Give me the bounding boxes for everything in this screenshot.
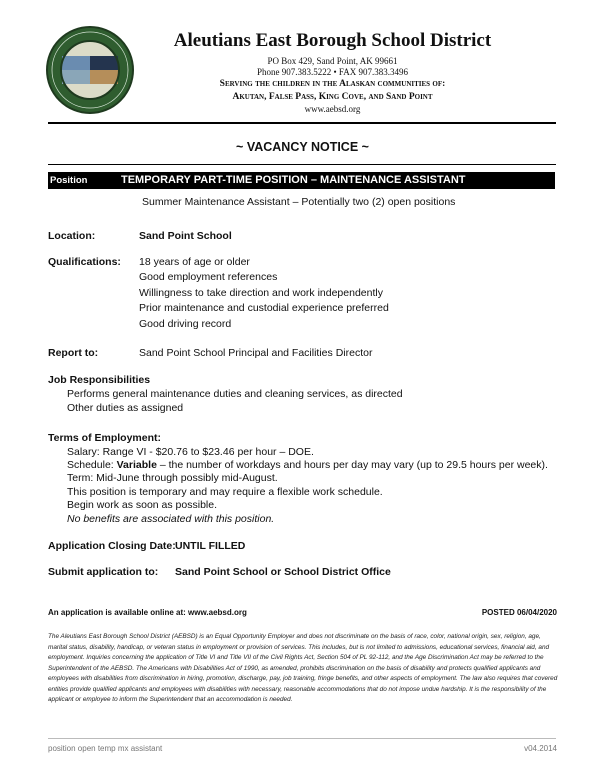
qualification-item: Prior maintenance and custodial experience preferred bbox=[139, 302, 389, 314]
terms-salary: Salary: Range VI - $20.76 to $23.46 per hour – DOE. bbox=[67, 446, 314, 458]
qualification-item: 18 years of age or older bbox=[139, 256, 250, 268]
submit-value: Sand Point School or School District Office bbox=[175, 566, 391, 578]
terms-begin: Begin work as soon as possible. bbox=[67, 499, 217, 511]
district-header bbox=[0, 30, 605, 115]
qualifications-label: Qualifications: bbox=[48, 256, 121, 268]
report-to-label: Report to: bbox=[48, 347, 99, 359]
position-bar bbox=[48, 172, 555, 189]
position-title: TEMPORARY PART-TIME POSITION – MAINTENANCE ASSISTANT bbox=[121, 174, 466, 186]
header-divider bbox=[48, 122, 556, 124]
closing-date-label: Application Closing Date: bbox=[48, 540, 176, 552]
location-label: Location: bbox=[48, 230, 96, 242]
application-online-note: An application is available online at: www.aebsd.org bbox=[48, 608, 247, 617]
closing-date-value: UNTIL FILLED bbox=[175, 540, 246, 552]
qualification-item: Good employment references bbox=[139, 271, 278, 283]
serving-line-1: Serving the children in the Alaskan communities of: bbox=[219, 79, 446, 89]
district-website: www.aebsd.org bbox=[304, 104, 361, 114]
serving-line-2: Akutan, False Pass, King Cove, and Sand Point bbox=[232, 92, 433, 102]
report-to-value: Sand Point School Principal and Facilities Director bbox=[139, 347, 373, 359]
position-label: Position bbox=[50, 175, 88, 186]
submit-label: Submit application to: bbox=[48, 566, 159, 578]
eeo-statement: The Aleutians East Borough School District (AEBSD) is an Equal Opportunity Employer and does not discriminate on the basis of race, color, national origin, sex, religion, age, marital status, disability, handicap, or veteran status in employment or provision of services. This includes, but is not limited to admissions, educational services, financial aid, and employment. Inquiries concerning the application of Title VI and Title VII of the Civil Rights Act, Section 504 of PL 92-112, and the Age Discrimination Act may be referred to the Superintendent of the AEBSD. The Americans with Disabilities Act of 1990, as amended, prohibits discrimination on the basis of disability and protects qualified applicants and employees with disabilities from discrimination in hiring, promotion, discharge, pay, job training, fringe benefits, and other aspects of employment. The law also requires that covered entities provide qualified applicants and employees with disabilities with necessary, reasonable accommodations that do not impose undue hardship. It is the responsibility of the applicant or employee to inform the Superintendent that an accommodation is needed. bbox=[48, 633, 558, 703]
footer-divider bbox=[48, 738, 556, 739]
terms-benefits: No benefits are associated with this position. bbox=[67, 513, 275, 525]
district-phone-fax: Phone 907.383.5222 • FAX 907.383.3496 bbox=[257, 67, 408, 77]
responsibility-item: Other duties as assigned bbox=[67, 402, 184, 414]
qualification-item: Willingness to take direction and work independently bbox=[139, 287, 383, 299]
location-value: Sand Point School bbox=[139, 230, 232, 242]
terms-temporary: This position is temporary and may require a flexible work schedule. bbox=[67, 486, 383, 498]
terms-label: Terms of Employment: bbox=[48, 432, 161, 444]
qualification-item: Good driving record bbox=[139, 318, 232, 330]
terms-term: Term: Mid-June through possibly mid-August. bbox=[67, 472, 278, 484]
posted-date: POSTED 06/04/2020 bbox=[481, 608, 557, 617]
job-responsibilities-label: Job Responsibilities bbox=[48, 374, 151, 386]
footer-left: position open temp mx assistant bbox=[48, 744, 163, 753]
footer-right: v04.2014 bbox=[524, 744, 557, 753]
vacancy-title: ~ VACANCY NOTICE ~ bbox=[236, 140, 369, 154]
district-name: Aleutians East Borough School District bbox=[173, 30, 492, 51]
terms-schedule: Schedule: Variable – the number of workdays and hours per day may vary (up to 29.5 hours per week). bbox=[67, 459, 548, 471]
position-subtitle: Summer Maintenance Assistant – Potentially two (2) open positions bbox=[142, 196, 456, 208]
responsibility-item: Performs general maintenance duties and cleaning services, as directed bbox=[67, 388, 403, 400]
notice-divider bbox=[48, 164, 556, 165]
district-address: PO Box 429, Sand Point, AK 99661 bbox=[267, 56, 398, 66]
